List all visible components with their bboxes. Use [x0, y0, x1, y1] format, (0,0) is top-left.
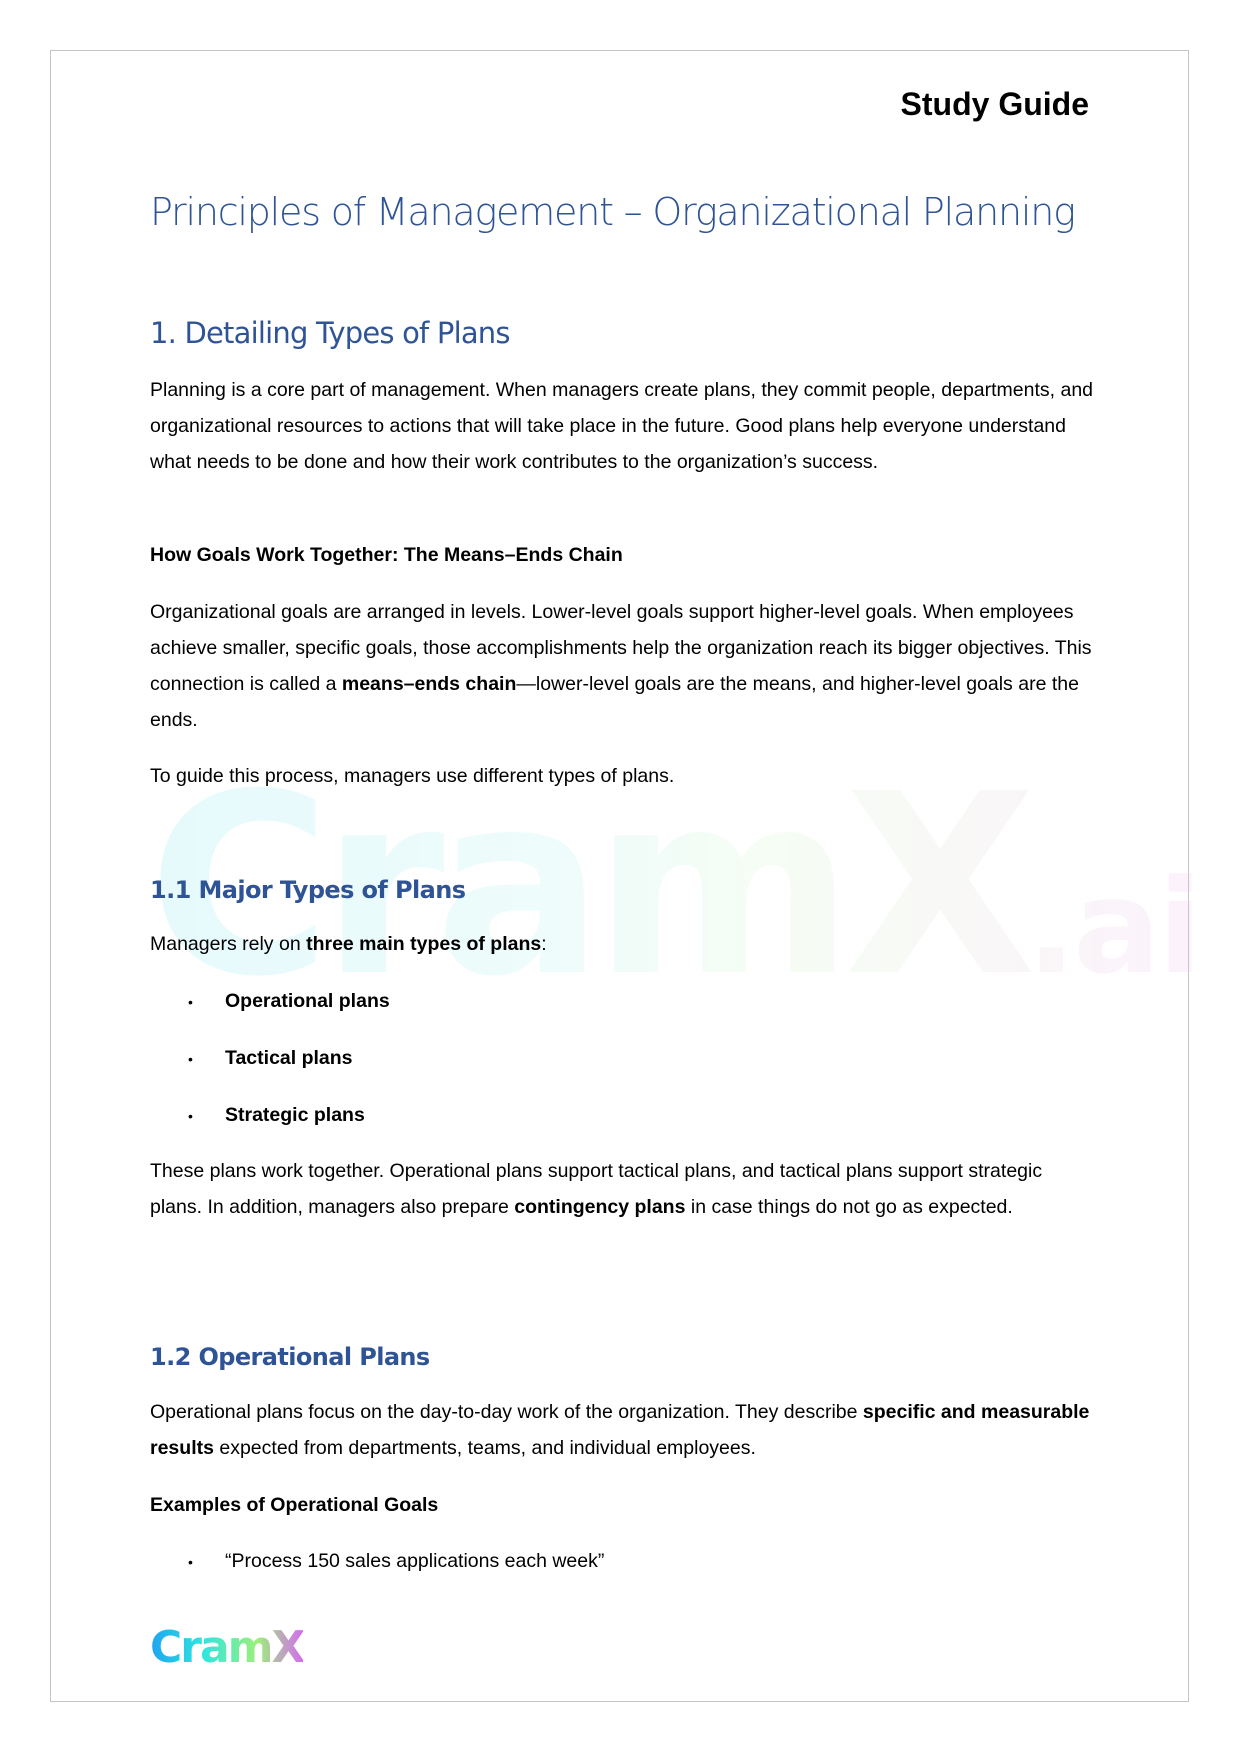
watermark-logo: CramX.ai	[148, 740, 1200, 1031]
subheading: How Goals Work Together: The Means–Ends Chain	[150, 544, 623, 566]
list-item: • Strategic plans	[188, 1104, 365, 1126]
bullet-icon: •	[188, 1553, 193, 1570]
document-label: Study Guide	[900, 86, 1089, 122]
paragraph: Organizational goals are arranged in levels. Lower-level goals support higher-level goals. When employees achieve smaller, specific goals, those accomplishments help the organization reach its bigger objectives. This connection is called a means–ends chain—lower-level goals are the means, and higher-level goals are the ends.	[150, 601, 1092, 731]
paragraph: Managers rely on three main types of plans:	[150, 933, 547, 955]
section-heading: 1. Detailing Types of Plans	[150, 316, 510, 350]
bullet-icon: •	[188, 993, 193, 1010]
paragraph: Operational plans focus on the day-to-day work of the organization. They describe specific and measurable results expected from departments, teams, and individual employees.	[150, 1401, 1090, 1459]
paragraph: Planning is a core part of management. When managers create plans, they commit people, departments, and organizational resources to actions that will take place in the future. Good plans help everyone understand what needs to be done and how their work contributes to the organization’s success.	[150, 379, 1094, 473]
paragraph: These plans work together. Operational plans support tactical plans, and tactical plans support strategic plans. In addition, managers also prepare contingency plans in case things do not go as expected.	[150, 1160, 1043, 1218]
section-heading: 1.2 Operational Plans	[150, 1343, 430, 1371]
list-item: • Tactical plans	[188, 1047, 353, 1069]
footer-logo: CramX	[150, 1622, 304, 1673]
bullet-icon: •	[188, 1107, 193, 1124]
list-item: • Operational plans	[188, 990, 390, 1012]
section-heading: 1.1 Major Types of Plans	[150, 876, 466, 904]
subheading: Examples of Operational Goals	[150, 1494, 439, 1516]
bullet-icon: •	[188, 1050, 193, 1067]
paragraph: To guide this process, managers use different types of plans.	[150, 765, 675, 787]
list-item: • “Process 150 sales applications each week”	[188, 1550, 605, 1572]
page-title: Principles of Management – Organizational Planning	[150, 190, 1075, 234]
